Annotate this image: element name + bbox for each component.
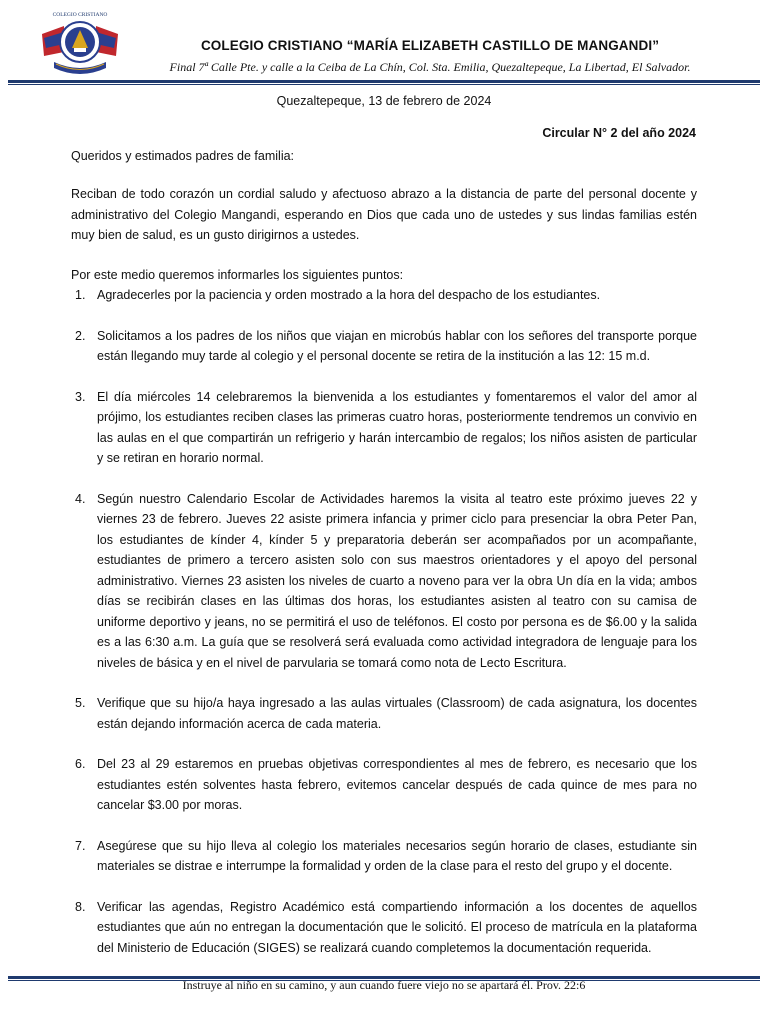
item-number: 6. xyxy=(75,757,86,771)
school-address: Final 7ª Calle Pte. y calle a la Ceiba de La Chín, Col. Sta. Emilia, Quezaltepeque, La Libertad, El Salvador. xyxy=(169,60,691,74)
item-text: Verificar las agendas, Registro Académico está compartiendo información a los docentes de aquellos estudiantes que aún no entregan la documentación que le solicitó. El proceso de matrícula en la plataforma del Ministerio de Educación (SIGES) se realizará cuando completemos la documentación requerida. xyxy=(97,899,697,955)
list-item xyxy=(71,897,697,959)
item-number: 5. xyxy=(75,696,86,710)
school-name: COLEGIO CRISTIANO “MARÍA ELIZABETH CASTILLO DE MANGANDI” xyxy=(200,38,660,53)
list-item xyxy=(71,285,697,306)
list-item xyxy=(71,326,697,367)
item-text: Según nuestro Calendario Escolar de Actividades haremos la visita al teatro este próximo jueves 22 y viernes 23 de febrero. Jueves 22 asiste primera infancia y primer ciclo para presenciar la obra Peter Pan, los estudiantes de kínder 4, kínder 5 y preparatoria deberán ser acompañados por un acompañante, estudiantes de primero a tercero asisten solo con sus maestros orientadores y el apoyo del personal administrativo. Viernes 23 asisten los niveles de cuarto a noveno para ver la obra Un día en la vida; ambos días se recibirán clases en las últimas dos horas, los estudiantes asisten al teatro con su camisa de uniforme deportivo y jeans, no se permitirá el uso de teléfonos. El costo por persona es de $6.00 y la salida es a las 6:30 a.m. La guía que se resolverá será evaluada como actividad integradora de lenguaje para los niveles de básica y en el nivel de parvularia se tomará como nota de Lecto Escritura. xyxy=(97,491,697,670)
points-list xyxy=(71,285,697,958)
circular-number: Circular N° 2 del año 2024 xyxy=(542,126,696,140)
school-crest-logo xyxy=(38,8,122,80)
item-number: 7. xyxy=(75,838,86,853)
item-number: 1. xyxy=(75,288,86,302)
item-text: Solicitamos a los padres de los niños que viajan en microbús hablar con los señores del transporte porque están llegando muy tarde al colegio y el personal docente se retira de la institución a las 12: 15 m.d. xyxy=(97,328,697,363)
list-item xyxy=(71,387,697,469)
item-text: El día miércoles 14 celebraremos la bienvenida a los estudiantes y fomentaremos el valor del amor al prójimo, los estudiantes reciben clases las primeras cuatro horas, posteriormente tendremos un convivio en las aulas en el que compartirán un refrigerio y harán intercambio de regalos; los niños asisten de particular y se retiran en horario normal. xyxy=(97,389,697,465)
lead-sentence: Por este medio queremos informarles los siguientes puntos: xyxy=(71,268,404,282)
letterhead xyxy=(0,0,768,92)
list-item xyxy=(71,754,697,816)
letter-date: Quezaltepeque, 13 de febrero de 2024 xyxy=(276,94,492,108)
item-number: 8. xyxy=(75,899,86,914)
item-number: 3. xyxy=(75,389,86,404)
list-item xyxy=(71,836,697,877)
greeting: Queridos y estimados padres de familia: xyxy=(71,149,295,163)
logo-text: COLEGIO CRISTIANO xyxy=(52,12,108,18)
list-item xyxy=(71,693,697,734)
item-text: Asegúrese que su hijo lleva al colegio los materiales necesarios según horario de clases, estudiante sin materiales se distrae e interrumpe la formalidad y orden de la clase para el resto del grupo y el docente. xyxy=(97,838,697,873)
list-item xyxy=(71,489,697,674)
intro-paragraph: Reciban de todo corazón un cordial saludo y afectuoso abrazo a la distancia de parte del personal docente y administrativo del Colegio Mangandi, esperando en Dios que cada uno de ustedes y sus lindas familias estén muy bien de salud, es un gusto dirigirnos a ustedes. xyxy=(71,187,697,242)
item-text: Del 23 al 29 estaremos en pruebas objetivas correspondientes al mes de febrero, es necesario que los estudiantes estén solventes hasta febrero, evitemos cancelar después de cada quince de mes para no cancelar $3.00 por moras. xyxy=(97,757,697,812)
footer-verse: Instruye al niño en su camino, y aun cuando fuere viejo no se apartará él. Prov. 22:6 xyxy=(182,978,586,992)
item-text: Agradecerles por la paciencia y orden mostrado a la hora del despacho de los estudiantes. xyxy=(97,288,601,302)
header-rule xyxy=(8,80,760,83)
item-text: Verifique que su hijo/a haya ingresado a las aulas virtuales (Classroom) de cada asignatura, los docentes están dejando información acerca de cada materia. xyxy=(97,696,697,731)
header-rule-thin xyxy=(8,84,760,85)
item-number: 2. xyxy=(75,328,86,343)
item-number: 4. xyxy=(75,491,86,506)
